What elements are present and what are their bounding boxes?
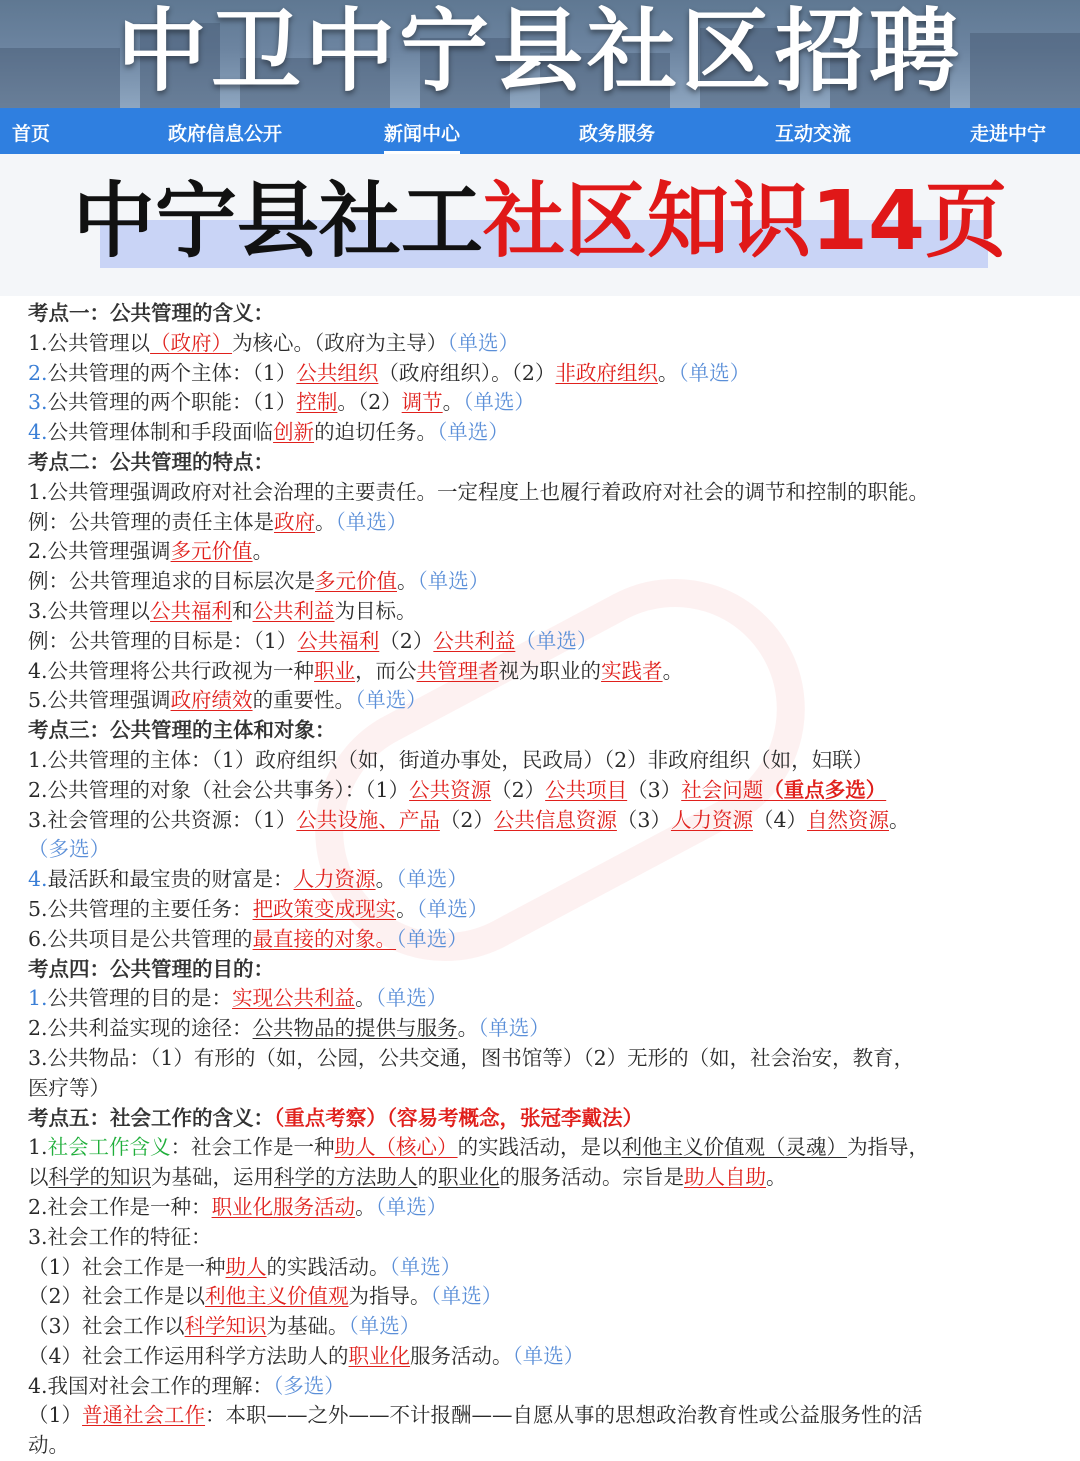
note-text: 2. [28, 360, 48, 385]
note-text: 和 [232, 598, 253, 623]
question-type-tag: （单选） [375, 986, 448, 1011]
note-text: 科学的方法助人 [274, 1165, 418, 1190]
nav-item-gov-service[interactable]: 政务服务 [579, 123, 656, 145]
note-text: 。 [657, 360, 679, 385]
note-line [28, 1044, 1068, 1074]
note-line [28, 1431, 1068, 1461]
note-text: 。 [457, 1016, 479, 1041]
question-type-tag: （单选） [396, 926, 468, 951]
key-term: 社会问题 [681, 777, 764, 802]
note-text: 3. [28, 390, 48, 415]
question-type-tag: （单选） [437, 420, 509, 445]
note-text: 考点四：公共管理的目的： [28, 956, 274, 981]
note-text: （4） [752, 807, 807, 832]
section-heading [28, 299, 1068, 329]
note-text: 4. [28, 420, 48, 445]
question-type-tag: （多选） [273, 1373, 345, 1398]
note-text: 例：公共管理追求的目标层次是 [28, 569, 315, 594]
key-term: 调节 [401, 390, 443, 415]
note-text: 。 [889, 807, 910, 832]
note-text: ：社会工作是一种 [170, 1135, 335, 1160]
question-type-tag: （单选） [447, 330, 520, 355]
note-text: 3.公共管理以 [28, 598, 151, 623]
key-term: （重点考察）（容易考概念，张冠李戴法） [274, 1105, 643, 1130]
question-type-tag: （单选） [478, 1016, 550, 1041]
nav-item-about[interactable]: 走进中宁 [970, 123, 1047, 145]
key-term: 公共利益 [433, 628, 516, 653]
key-term: 职业化 [348, 1343, 411, 1368]
note-text: 公共物品的提供与服务 [252, 1016, 458, 1041]
key-term: 把政策变成现实 [252, 896, 397, 921]
main-nav [0, 108, 1080, 154]
key-term: 公共福利 [150, 598, 233, 623]
note-text: 最活跃和最宝贵的财富是： [47, 867, 294, 892]
note-line [28, 1253, 1068, 1283]
note-line [28, 925, 1068, 955]
note-text: 医疗等） [28, 1075, 110, 1100]
key-term: 最直接的对象。 [252, 926, 397, 951]
key-term: 科学知识 [184, 1314, 267, 1339]
note-text: 1.公共管理的主体：（1）政府组织（如，街道办事处，民政局）（2）非政府组织（如，妇联） [28, 747, 874, 772]
key-term: 职业化服务活动 [211, 1194, 356, 1219]
question-type-tag: （单选） [396, 867, 468, 892]
note-text: 考点二：公共管理的特点： [28, 449, 274, 474]
note-line [28, 537, 1068, 567]
note-text: 例：公共管理的目标是：（1） [28, 628, 298, 653]
note-text: 的 [417, 1165, 438, 1190]
key-term: 公共项目 [545, 777, 628, 802]
note-line [28, 329, 1068, 359]
key-term: 共管理者 [416, 658, 499, 683]
note-text: 2.公共管理的对象（社会公共事务）：（1） [28, 777, 410, 802]
note-text: 社会工作含义 [47, 1135, 171, 1160]
note-line [28, 597, 1068, 627]
note-text: 为指导。 [348, 1284, 431, 1309]
note-line [28, 627, 1068, 657]
key-term: 普通社会工作 [82, 1403, 206, 1428]
note-text: ，而公 [355, 658, 417, 683]
note-line [28, 1282, 1068, 1312]
key-term: 实现公共利益 [232, 986, 356, 1011]
note-text: 5.公共管理的主要任务： [28, 896, 253, 921]
note-text: 1.公共管理以 [28, 330, 151, 355]
note-text: 职业化 [438, 1165, 500, 1190]
note-line [28, 418, 1068, 448]
note-text: 。 [315, 509, 336, 534]
note-text: 以 [28, 1165, 49, 1190]
key-term: 公共设施、产品 [296, 807, 440, 832]
note-line [28, 984, 1068, 1014]
note-line [28, 1074, 1068, 1104]
note-text: 。 [355, 986, 376, 1011]
note-line [28, 1133, 1068, 1163]
study-notes [28, 299, 1068, 1461]
section-heading [28, 955, 1068, 985]
note-line [28, 567, 1068, 597]
note-line [28, 1014, 1068, 1044]
note-text: ：本职——之外——不计报酬——自愿从事的思想政治教育性或公益服务性的活 [205, 1403, 923, 1428]
note-text: 为基础，运用 [151, 1165, 274, 1190]
note-line [28, 1401, 1068, 1431]
note-text: 。（2） [337, 390, 402, 415]
question-type-tag: （单选） [389, 1254, 462, 1279]
note-text: 公共管理的目的是： [47, 986, 233, 1011]
note-text: 5.公共管理强调 [28, 688, 171, 713]
key-term: 自然资源 [807, 807, 889, 832]
note-text: （2）社会工作是以 [28, 1284, 206, 1309]
note-text: 4.我国对社会工作的理解： [28, 1373, 274, 1398]
section-heading [28, 716, 1068, 746]
question-type-tag: （单选） [512, 1343, 585, 1368]
banner-title: 中卫中宁县社区招聘 [117, 0, 963, 104]
question-type-tag: （单选） [348, 1314, 421, 1339]
key-term: 人力资源 [670, 807, 753, 832]
note-text: 。 [397, 569, 418, 594]
key-term: 公共利益 [252, 598, 335, 623]
note-text: 。 [662, 658, 684, 683]
nav-item-gov-info[interactable]: 政府信息公开 [168, 123, 283, 145]
nav-item-news[interactable]: 新闻中心 [384, 119, 460, 146]
question-type-tag: （单选） [417, 569, 490, 594]
note-line [28, 686, 1068, 716]
note-line [28, 835, 1068, 865]
note-text: 利他主义价值观（灵魂） [621, 1135, 848, 1160]
note-text: （1）社会工作是一种 [28, 1254, 226, 1279]
note-text: 6.公共项目是公共管理的 [28, 926, 253, 951]
note-text: （2） [379, 628, 434, 653]
note-text: （2） [491, 777, 546, 802]
note-line [28, 865, 1068, 895]
note-line [28, 895, 1068, 925]
note-line [28, 1193, 1068, 1223]
key-term: 助人（核心） [334, 1135, 458, 1160]
key-term: 实践者 [601, 658, 663, 683]
note-text: 3.社会工作的特征： [28, 1224, 212, 1249]
note-text: （3）社会工作以 [28, 1314, 185, 1339]
note-text: 的重要性。 [252, 688, 356, 713]
note-text: 3.公共物品：（1）有形的（如，公园，公共交通，图书馆等）（2）无形的（如，社会治安，教育， [28, 1045, 915, 1070]
note-text: 视为职业的 [498, 658, 602, 683]
note-text: 科学的知识 [48, 1165, 151, 1190]
note-text: （2） [439, 807, 494, 832]
question-type-tag: （单选） [430, 1284, 503, 1309]
question-type-tag: （单选） [375, 1194, 448, 1219]
note-text: 服务活动。 [410, 1343, 513, 1368]
key-term: 助人 [225, 1254, 267, 1279]
subtitle [0, 172, 1080, 272]
note-line [28, 1223, 1068, 1253]
note-text: 公共管理的两个主体：（1） [47, 360, 297, 385]
note-line [28, 806, 1068, 836]
key-term: （政府） [150, 330, 233, 355]
note-text: 考点三：公共管理的主体和对象： [28, 718, 336, 743]
nav-item-interaction[interactable]: 互动交流 [775, 123, 852, 145]
question-type-tag: （单选） [355, 688, 427, 713]
key-term: 创新 [273, 420, 315, 445]
question-type-tag: （多选） [28, 837, 110, 862]
key-term: 多元价值 [170, 539, 253, 564]
note-line [28, 508, 1068, 538]
note-text: 2.社会工作是一种： [28, 1194, 212, 1219]
note-text: 1.公共管理强调政府对社会治理的主要责任。一定程度上也履行着政府对社会的调节和控制的职能。 [28, 479, 930, 504]
note-text: 3.社会管理的公共资源：（1） [28, 807, 297, 832]
key-term: 非政府组织 [555, 360, 658, 385]
note-text: 考点一：公共管理的含义： [28, 301, 274, 325]
note-text: （1） [28, 1403, 83, 1428]
note-line [28, 1312, 1068, 1342]
note-line [28, 1372, 1068, 1402]
note-line [28, 1342, 1068, 1372]
note-text: 公共管理的两个职能：（1） [47, 390, 297, 415]
note-text: 动。 [28, 1433, 69, 1458]
key-term: 控制 [296, 390, 338, 415]
note-text: （4）社会工作运用科学方法助人的 [28, 1343, 349, 1368]
note-text: 的服务活动。宗旨是 [499, 1165, 684, 1190]
note-line [28, 478, 1068, 508]
note-text: 1. [28, 1135, 48, 1160]
header-banner [0, 0, 1080, 108]
key-term: 政府绩效 [170, 688, 253, 713]
question-type-tag: （单选） [463, 390, 535, 415]
key-term: 多元价值 [315, 569, 397, 594]
note-text: 。 [442, 390, 464, 415]
note-text: 例：公共管理的责任主体是 [28, 509, 274, 534]
note-text: 公共管理体制和手段面临 [47, 420, 274, 445]
note-text: （3） [627, 777, 682, 802]
note-line [28, 388, 1068, 418]
note-text: 为目标。 [334, 598, 417, 623]
key-term: 政府 [274, 509, 315, 534]
note-text: 。 [355, 1194, 376, 1219]
key-term: 利他主义价值观 [205, 1284, 349, 1309]
note-text: 为核心。（政府为主导） [232, 330, 448, 355]
note-text: 。 [375, 867, 397, 892]
note-line [28, 746, 1068, 776]
key-term: 公共组织 [296, 360, 379, 385]
question-type-tag: （单选） [416, 896, 489, 921]
note-text: 2.公共管理强调 [28, 539, 171, 564]
note-text: （政府组织）。（2） [378, 360, 556, 385]
key-term: 公共信息资源 [493, 807, 617, 832]
note-text: 。 [396, 896, 417, 921]
subtitle-part1: 中宁县社工 [72, 174, 483, 269]
note-text: 的实践活动，是以 [457, 1135, 622, 1160]
key-term: 助人自助 [684, 1165, 766, 1190]
section-heading [28, 448, 1068, 478]
note-text: 2.公共利益实现的途径： [28, 1016, 253, 1041]
note-text: 1. [28, 986, 48, 1011]
subtitle-part2: 社区知识14页 [482, 174, 1008, 269]
note-line [28, 359, 1068, 389]
nav-item-home[interactable]: 首页 [12, 123, 51, 145]
note-text: 的迫切任务。 [314, 420, 438, 445]
note-text: 为基础。 [266, 1314, 349, 1339]
key-term: 人力资源 [293, 867, 376, 892]
key-term: （重点多选） [763, 777, 887, 802]
note-text: （3） [616, 807, 671, 832]
note-line [28, 776, 1068, 806]
note-text: 的实践活动。 [266, 1254, 390, 1279]
note-text: 4. [28, 867, 48, 892]
note-text: 4.公共管理将公共行政视为一种 [28, 658, 315, 683]
note-line [28, 1163, 1068, 1193]
note-text: 考点五：社会工作的含义： [28, 1105, 274, 1130]
question-type-tag: （单选） [335, 509, 408, 534]
note-text: 。 [766, 1165, 787, 1190]
question-type-tag: （单选） [515, 628, 598, 653]
key-term: 公共福利 [297, 628, 380, 653]
section-heading [28, 1104, 1068, 1134]
question-type-tag: （单选） [678, 360, 751, 385]
key-term: 职业 [314, 658, 356, 683]
note-text: 。 [252, 539, 274, 564]
key-term: 公共资源 [409, 777, 492, 802]
note-text: 为指导， [847, 1135, 930, 1160]
note-line [28, 657, 1068, 687]
